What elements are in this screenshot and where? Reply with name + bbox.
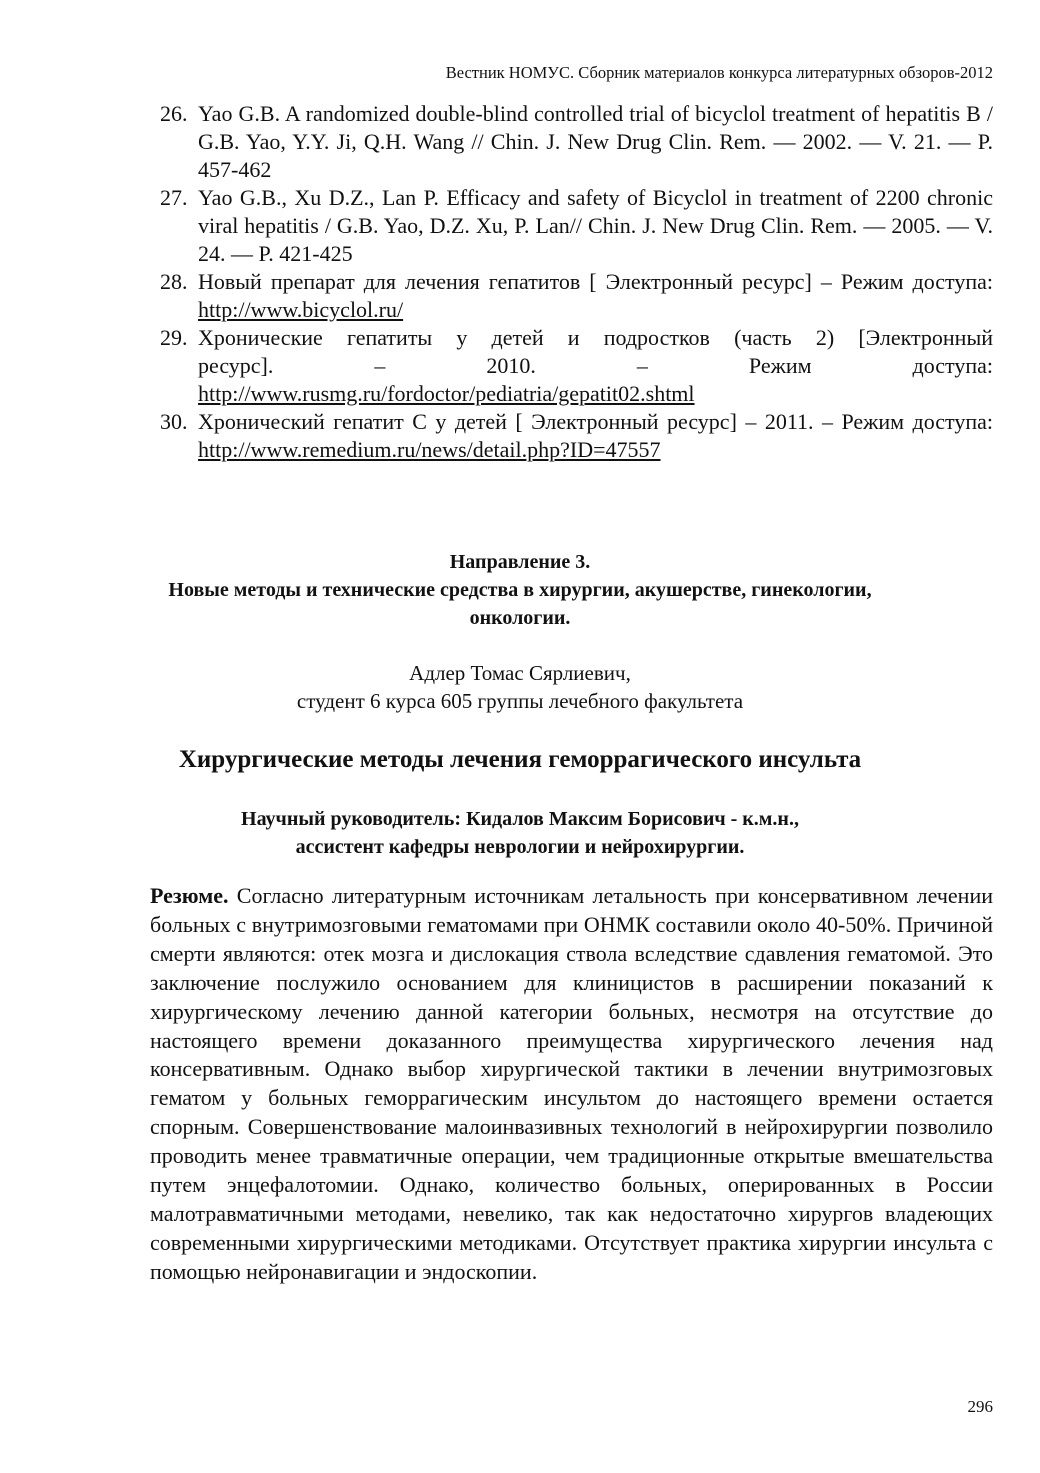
reference-number: 29.: [160, 325, 188, 350]
section-heading: [60, 548, 980, 632]
reference-link[interactable]: http://www.bicyclol.ru/: [198, 297, 404, 322]
page-number: 296: [967, 1397, 993, 1416]
reference-number: 30.: [160, 409, 188, 434]
reference-link[interactable]: http://www.rusmg.ru/fordoctor/pediatria/gepatit02.shtml: [198, 381, 695, 406]
direction-title-line-2: онкологии.: [469, 607, 571, 629]
direction-title-line-1: Новые методы и технические средства в хирургии, акушерстве, гинекологии,: [168, 579, 872, 601]
reference-number: 28.: [160, 269, 188, 294]
author-name: Адлер Томас Сярлиевич,: [409, 661, 631, 685]
reference-link[interactable]: http://www.remedium.ru/news/detail.php?ID=47557: [198, 437, 661, 462]
direction-number: Направление 3.: [449, 551, 591, 573]
reference-item-29: [160, 324, 993, 408]
reference-item-27: [160, 184, 993, 268]
reference-item-30: [160, 408, 993, 464]
reference-text: Хронический гепатит С у детей [ Электронный ресурс] – 2011. – Режим доступа:: [198, 409, 993, 434]
reference-list: [160, 100, 993, 464]
reference-number: 27.: [160, 185, 188, 210]
reference-text: Новый препарат для лечения гепатитов [ Электронный ресурс] – Режим доступа:: [198, 269, 993, 294]
supervisor-line-1: Научный руководитель: Кидалов Максим Борисович - к.м.н.,: [241, 808, 799, 830]
author-block: [60, 659, 980, 715]
abstract-text: Согласно литературным источникам летальность при консервативном лечении больных с внутримозговыми гематомами при ОНМК составили около 40-50%. Причиной смерти являются: отек мозга и дислокация ствола вследствие сдавления гематомой. Это заключение послужило основанием для клиницистов в расширении показаний к хирургическому лечению данной категории больных, несмотря на отсутствие до настоящего времени доказанного преимущества хирургического лечения над консервативным. Однако выбор хирургической тактики в лечении внутримозговых гематом у больных геморрагическим инсультом до настоящего времени остается спорным. Совершенствование малоинвазивных технологий в нейрохирургии позволило проводить менее травматичные операции, чем традиционные открытые вмешательства путем энцефалотомии. Однако, количество больных, оперированных в России малотравматичными методами, невелико, так как недостаточно хирургов владеющих современными хирургическими методиками. Отсутствует практика хирургии инсульта с помощью нейронавигации и эндоскопии.: [150, 883, 993, 1284]
supervisor-line-2: ассистент кафедры неврологии и нейрохирургии.: [295, 836, 745, 858]
reference-text-line-1: Хронические гепатиты у детей и подростков (часть 2) [Электронный: [198, 325, 993, 350]
abstract: [150, 882, 993, 1287]
reference-text: Yao G.B. A randomized double-blind controlled trial of bicyclol treatment of hepatitis B / G.B. Yao, Y.Y. Ji, Q.H. Wang // Chin. J. New Drug Clin. Rem. — 2002. — V. 21. — P. 457-462: [198, 101, 993, 182]
article-title: Хирургические методы лечения геморрагического инсульта: [178, 746, 862, 773]
abstract-label: Резюме.: [150, 883, 229, 908]
reference-item-28: [160, 268, 993, 324]
reference-number: 26.: [160, 101, 188, 126]
reference-text-line-2: ресурс]. – 2010. – Режим доступа:: [198, 353, 993, 378]
author-affiliation: студент 6 курса 605 группы лечебного факультета: [296, 689, 744, 713]
supervisor-block: [60, 805, 980, 861]
reference-item-26: [160, 100, 993, 184]
running-header: Вестник НОМУС. Сборник материалов конкурса литературных обзоров-2012: [445, 63, 993, 82]
reference-text: Yao G.B., Xu D.Z., Lan P. Efficacy and safety of Bicyclol in treatment of 2200 chronic viral hepatitis / G.B. Yao, D.Z. Xu, P. Lan// Chin. J. New Drug Clin. Rem. — 2005. — V. 24. — P. 421-425: [198, 185, 993, 266]
